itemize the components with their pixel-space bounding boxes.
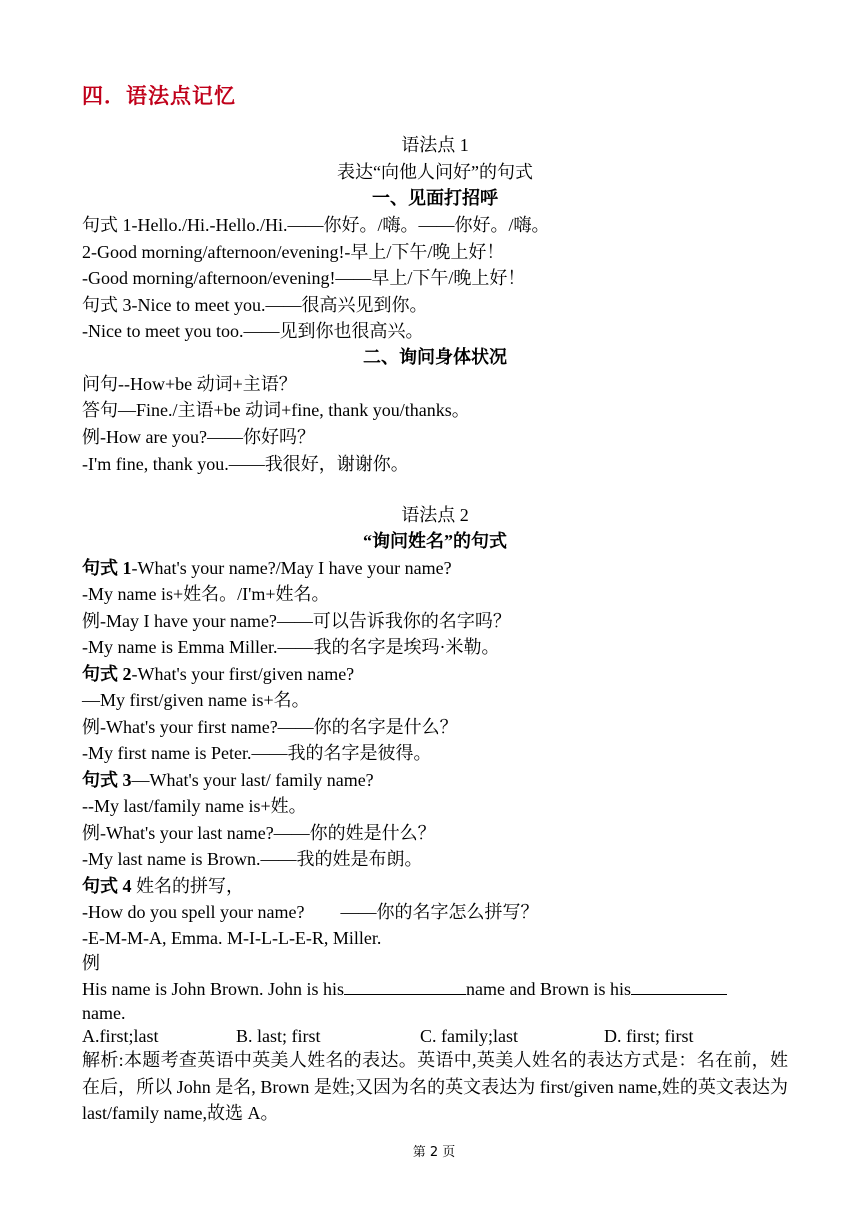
text-line: 句式 1-What's your name?/May I have your name?: [82, 558, 452, 578]
grammar-point-1-label: 语法点 1: [401, 135, 469, 155]
text-line: 例-What's your last name?——你的姓是什么？: [82, 823, 436, 843]
text-line: 例: [82, 953, 100, 973]
text-line: -My first name is Peter.——我的名字是彼得。: [82, 743, 432, 763]
option-d: D. first; first: [604, 1026, 694, 1046]
text-line: 例-What's your first name?——你的名字是什么？: [82, 717, 458, 737]
option-b: B. last; first: [236, 1026, 321, 1046]
text-line: 句式 3-Nice to meet you.——很高兴见到你。: [82, 295, 428, 315]
pattern-label: 句式 2: [82, 664, 132, 684]
heading-health: 二、询问身体状况: [363, 347, 507, 367]
text-line: -Good morning/afternoon/evening!——早上/下午/晚上好！: [82, 268, 526, 288]
text-line: -E-M-M-A, Emma. M-I-L-L-E-R, Miller.: [82, 928, 382, 948]
text-line: -Nice to meet you too.——见到你也很高兴。: [82, 321, 424, 341]
text-line: 2-Good morning/afternoon/evening!-早上/下午/晚上好！: [82, 242, 505, 262]
text-line: -My name is+姓名。/I'm+姓名。: [82, 584, 330, 604]
answer-blank: [344, 976, 466, 995]
question-line: His name is John Brown. John is his name and Brown is his: [82, 976, 727, 1001]
pattern-label: 句式 1: [82, 558, 132, 578]
grammar-point-1-subtitle: 表达“向他人问好”的句式: [337, 162, 533, 182]
text-line: —My first/given name is+名。: [82, 690, 310, 710]
text-line: -My name is Emma Miller.——我的名字是埃玛·米勒。: [82, 637, 500, 657]
text-line: -How do you spell your name? ——你的名字怎么拼写？: [82, 902, 539, 922]
text-line: -My last name is Brown.——我的姓是布朗。: [82, 849, 423, 869]
option-c: C. family;last: [420, 1026, 518, 1046]
text-line: 句式 4 姓名的拼写，: [82, 876, 244, 896]
text-line: 例-How are you?——你好吗？: [82, 427, 315, 447]
section-title: 四．语法点记忆: [82, 84, 236, 108]
page-number: 第 2 页: [412, 1145, 456, 1160]
text-line: 问句--How+be 动词+主语？: [82, 374, 297, 394]
pattern-label: 句式 3: [82, 770, 132, 790]
heading-greeting: 一、见面打招呼: [372, 188, 498, 208]
text-line: 句式 1-Hello./Hi.-Hello./Hi.——你好。/嗨。——你好。/嗨。: [82, 215, 550, 235]
option-a: A.first;last: [82, 1026, 159, 1046]
text-line: 句式 3—What's your last/ family name?: [82, 770, 374, 790]
grammar-point-2-label: 语法点 2: [401, 505, 469, 525]
text-line: --My last/family name is+姓。: [82, 796, 307, 816]
text-line: 例-May I have your name?——可以告诉我你的名字吗？: [82, 611, 511, 631]
grammar-point-2-subtitle: “询问姓名”的句式: [363, 531, 507, 551]
question-line-end: name.: [82, 1003, 126, 1023]
pattern-label: 句式 4: [82, 876, 132, 896]
text-line: 答句—Fine./主语+be 动词+fine, thank you/thanks。: [82, 400, 470, 420]
analysis-paragraph: 解析:本题考查英语中英美人姓名的表达。英语中,英美人姓名的表达方式是：名在前，姓在后，所以 John 是名, Brown 是姓;又因为名的英文表达为 first/given name,姓的英文表达为 last/family name,故选 A。: [82, 1050, 788, 1123]
text-line: 句式 2-What's your first/given name?: [82, 664, 355, 684]
text-line: -I'm fine, thank you.——我很好，谢谢你。: [82, 454, 409, 474]
answer-blank: [631, 976, 727, 995]
